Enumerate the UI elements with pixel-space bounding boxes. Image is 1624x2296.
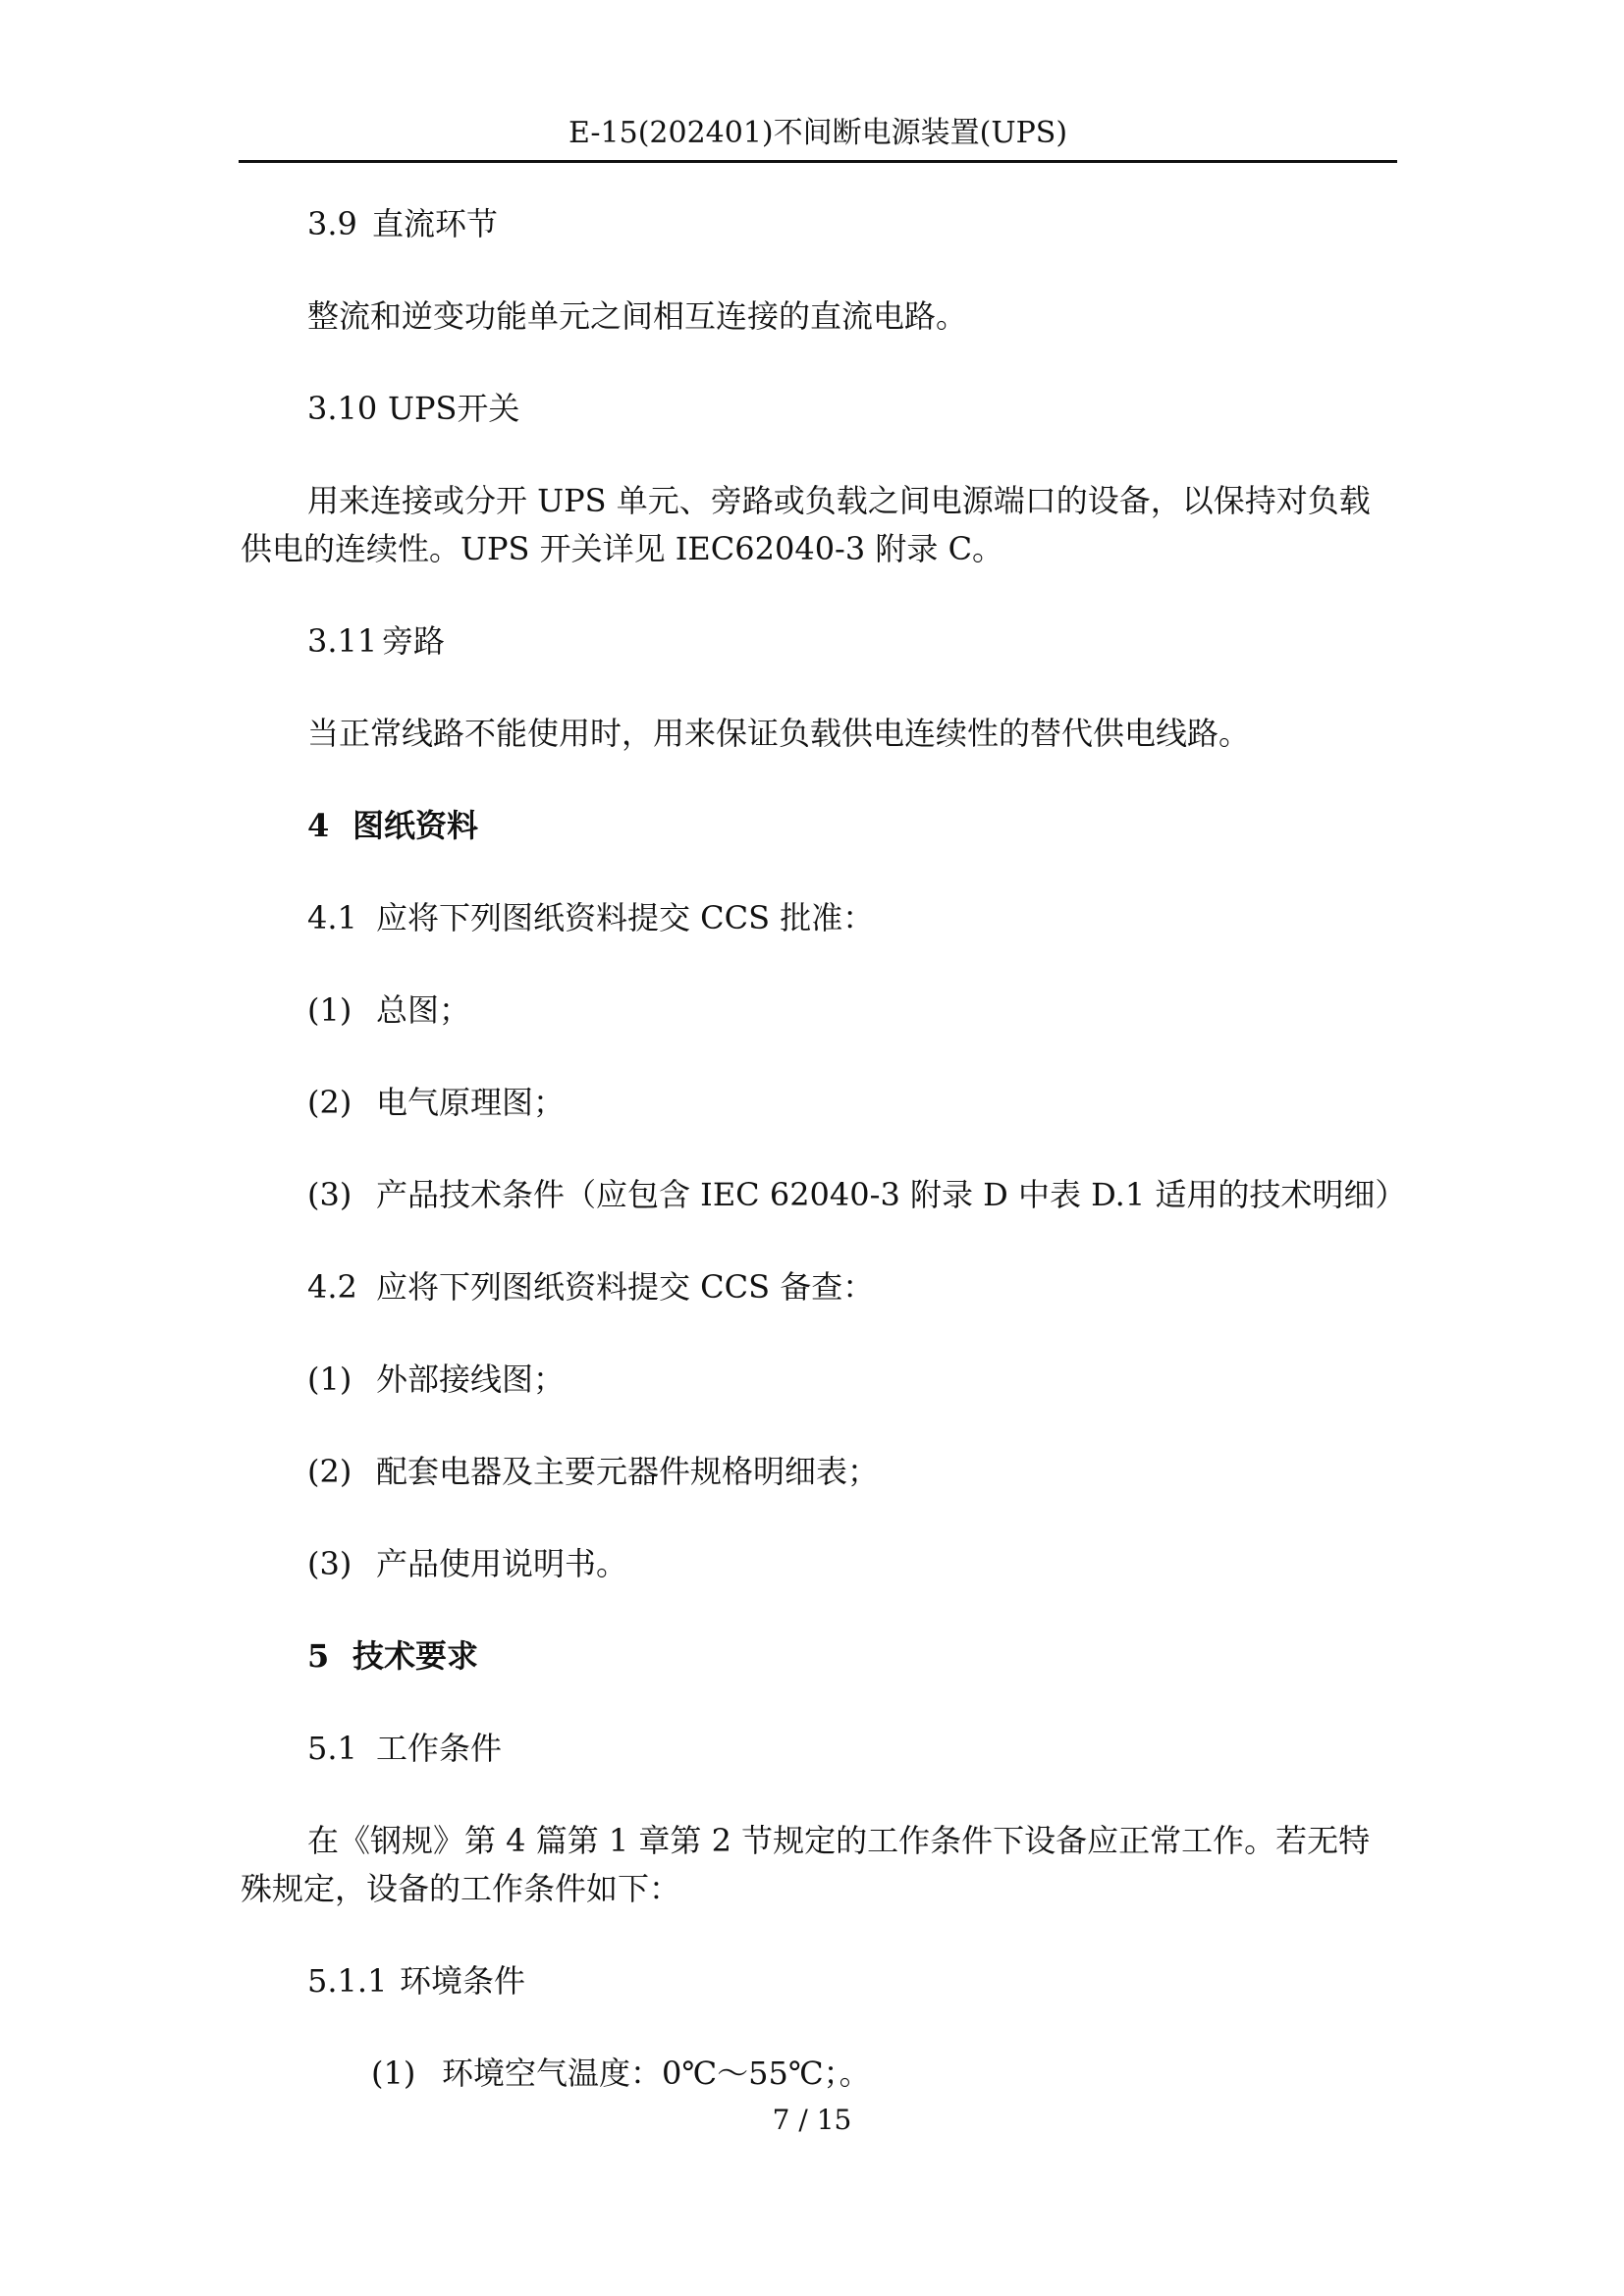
item-text: 总图； (376, 991, 471, 1029)
section-5-1-heading (307, 1729, 502, 1768)
item-text: 外部接线图； (376, 1361, 566, 1398)
section-5-1-body-line-2: 殊规定，设备的工作条件如下： (241, 1870, 681, 1907)
item-number: (1) (371, 2055, 416, 2092)
section-title: 直流环节 (372, 205, 499, 242)
item-number: (1) (307, 991, 352, 1029)
section-4-1-heading (307, 898, 874, 937)
section-3-11-heading (307, 621, 445, 661)
item-text: 产品技术条件（应包含 IEC 62040-3 附录 D 中表 D.1 适用的技术明细） (376, 1176, 1407, 1213)
list-item (307, 1175, 1406, 1214)
section-number: 4.1 (307, 899, 357, 936)
list-item (307, 1360, 565, 1399)
section-title: 图纸资料 (352, 807, 479, 844)
section-number: 4.2 (307, 1268, 357, 1306)
section-5-1-1-heading (307, 1961, 525, 2001)
item-number: (1) (307, 1361, 352, 1398)
item-number: (2) (307, 1084, 352, 1121)
section-3-10-body-line-2: 供电的连续性。UPS 开关详见 IEC62040-3 附录 C。 (241, 530, 1004, 567)
header-rule (239, 160, 1397, 163)
section-number: 3.9 (307, 205, 357, 242)
section-title: 应将下列图纸资料提交 CCS 备查： (376, 1268, 875, 1306)
page-number: 7 / 15 (772, 2104, 852, 2136)
section-number: 5.1 (307, 1730, 357, 1767)
item-text: 环境空气温度：0℃～55℃；。 (442, 2055, 871, 2092)
list-item (307, 990, 470, 1030)
section-title: 环境条件 (400, 1962, 526, 2000)
item-text: 电气原理图； (376, 1084, 566, 1121)
section-number: 3.10 (307, 390, 378, 427)
section-3-11-body: 当正常线路不能使用时，用来保证负载供电连续性的替代供电线路。 (307, 715, 1251, 752)
list-item (307, 1544, 627, 1583)
section-5-1-body-line-1: 在《钢规》第 4 篇第 1 章第 2 节规定的工作条件下设备应正常工作。若无特 (307, 1822, 1371, 1859)
item-number: (2) (307, 1453, 352, 1490)
section-3-10-heading (307, 389, 519, 428)
item-number: (3) (307, 1545, 352, 1582)
section-title: 应将下列图纸资料提交 CCS 批准： (376, 899, 875, 936)
section-3-9-heading (307, 204, 498, 243)
section-title: 旁路 (382, 622, 446, 660)
item-text: 配套电器及主要元器件规格明细表； (376, 1453, 880, 1490)
section-5-heading (307, 1636, 478, 1676)
section-title: 技术要求 (352, 1637, 479, 1675)
section-number: 3.11 (307, 622, 378, 660)
list-item (371, 2054, 871, 2093)
section-title: UPS开关 (388, 390, 520, 427)
list-item (307, 1452, 879, 1491)
item-number: (3) (307, 1176, 352, 1213)
section-3-10-body-line-1: 用来连接或分开 UPS 单元、旁路或负载之间电源端口的设备，以保持对负载 (307, 482, 1371, 519)
section-3-9-body: 整流和逆变功能单元之间相互连接的直流电路。 (307, 297, 968, 335)
section-number: 4 (307, 807, 330, 844)
running-header: E-15(202401)不间断电源装置(UPS) (568, 116, 1068, 150)
section-title: 工作条件 (376, 1730, 503, 1767)
list-item (307, 1083, 565, 1122)
section-4-heading (307, 806, 478, 845)
section-number: 5.1.1 (307, 1962, 388, 2000)
section-4-2-heading (307, 1267, 874, 1307)
item-text: 产品使用说明书。 (376, 1545, 628, 1582)
section-number: 5 (307, 1637, 330, 1675)
